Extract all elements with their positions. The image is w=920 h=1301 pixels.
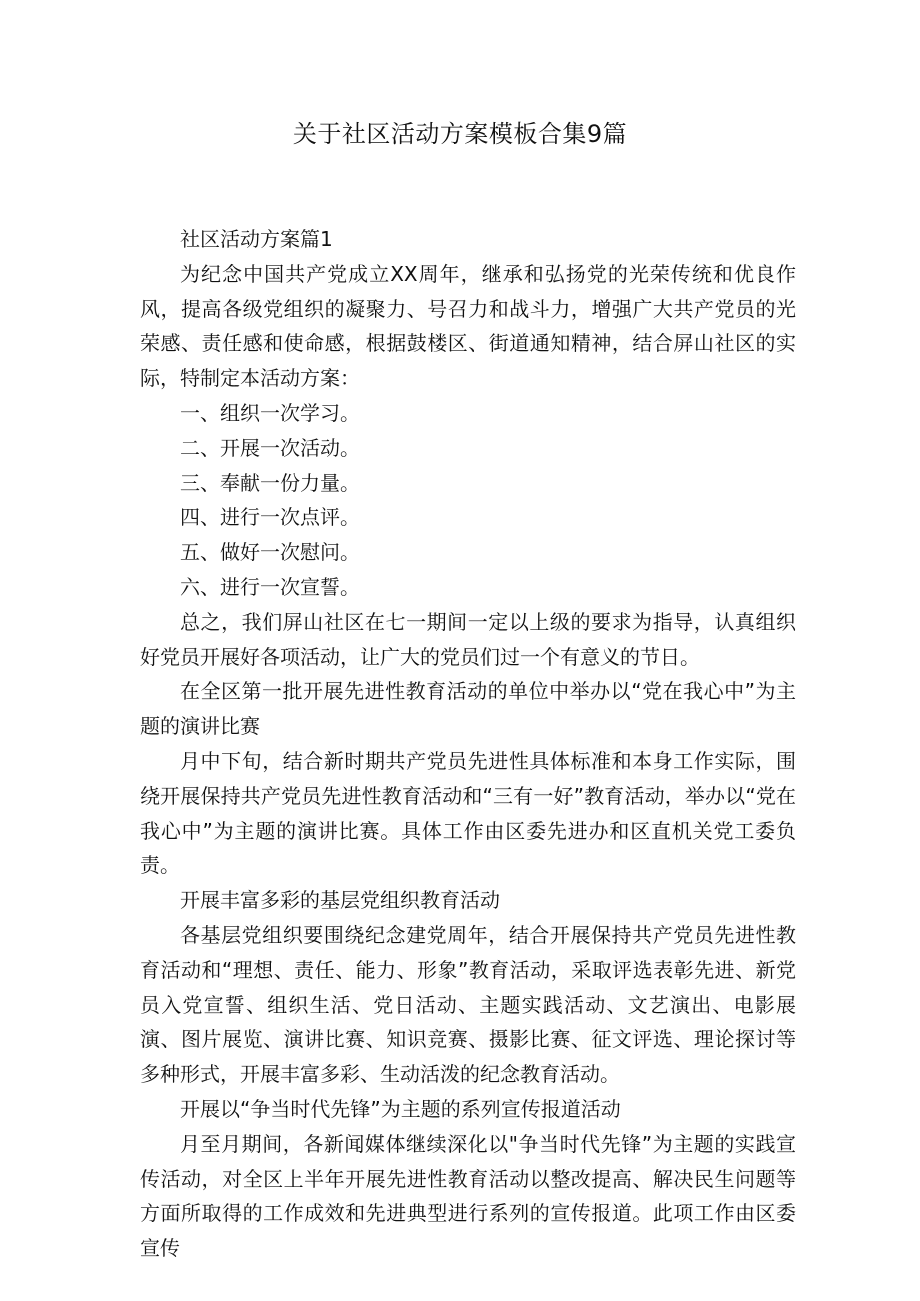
paragraph: 月至月期间，各新闻媒体继续深化以"争当时代先锋”为主题的实践宣传活动，对全区上半年开展先进性教育活动以整改提高、解决民生问题等方面所取得的工作成效和先进典型进行系列的宣传报道。此项工作由区委宣传 xyxy=(140,1131,796,1261)
document-title: 关于社区活动方案模板合集9篇 xyxy=(292,120,628,148)
list-item: 二、开展一次活动。 xyxy=(180,435,360,460)
document-body xyxy=(140,222,796,1266)
paragraph: 为纪念中国共产党成立XX周年，继承和弘扬党的光荣传统和优良作风，提高各级党组织的凝聚力、号召力和战斗力，增强广大共产党员的光荣感、责任感和使命感，根据鼓楼区、街道通知精神，结合屏山社区的实际，特制定本活动方案： xyxy=(140,261,796,391)
list-item: 五、做好一次慰问。 xyxy=(180,540,360,565)
paragraph: 各基层党组织要围绕纪念建党周年，结合开展保持共产党员先进性教育活动和“理想、责任、能力、形象”教育活动，采取评选表彰先进、新党员入党宣誓、组织生活、党日活动、主题实践活动、文艺演出、电影展演、图片展览、演讲比赛、知识竞赛、摄影比赛、征文评选、理论探讨等多种形式，开展丰富多彩、生动活泼的纪念教育活动。 xyxy=(140,922,796,1087)
list-item: 三、奉献一份力量。 xyxy=(180,470,360,495)
list-item: 六、进行一次宣誓。 xyxy=(180,574,360,599)
section-heading: 社区活动方案篇1 xyxy=(180,227,333,251)
subheading: 开展以“争当时代先锋”为主题的系列宣传报道活动 xyxy=(180,1096,621,1121)
subheading: 在全区第一批开展先进性教育活动的单位中举办以“党在我心中”为主题的演讲比赛 xyxy=(140,679,796,739)
paragraph: 月中下旬，结合新时期共产党员先进性具体标准和本身工作实际，围绕开展保持共产党员先进性教育活动和“三有一好”教育活动，举办以“党在我心中”为主题的演讲比赛。具体工作由区委先进办和区直机关党工委负责。 xyxy=(140,748,796,878)
list-item: 一、组织一次学习。 xyxy=(180,400,360,425)
list-item: 四、进行一次点评。 xyxy=(180,505,360,530)
paragraph: 总之，我们屏山社区在七一期间一定以上级的要求为指导，认真组织好党员开展好各项活动，让广大的党员们过一个有意义的节日。 xyxy=(140,609,796,669)
subheading: 开展丰富多彩的基层党组织教育活动 xyxy=(180,888,500,913)
